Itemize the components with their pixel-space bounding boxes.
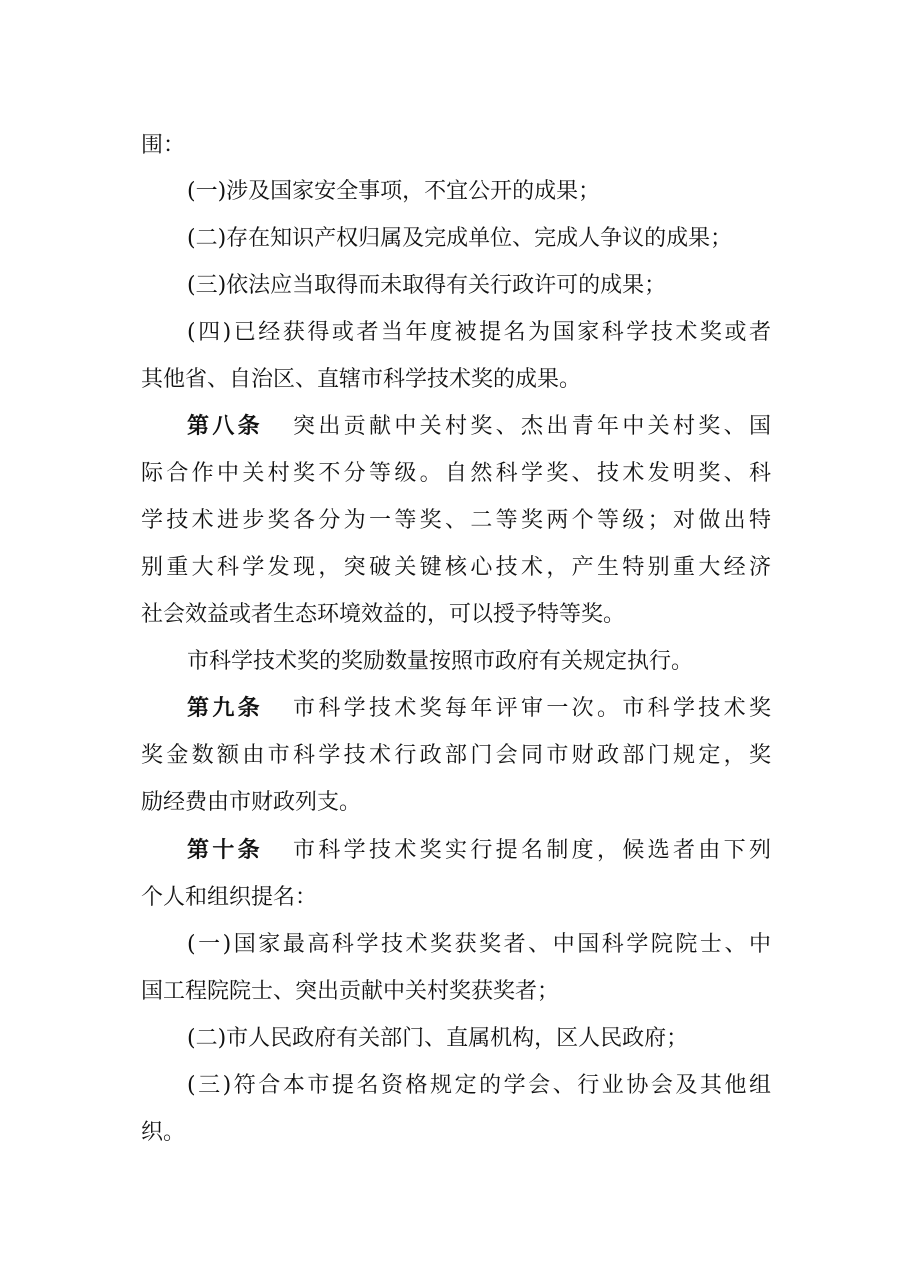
text-line [141,548,771,588]
article-9-line [187,689,771,729]
text-line [187,1019,771,1059]
text-line [141,501,771,541]
article-8-line [187,407,771,447]
line-text: 奖金数额由市科学技术行政部门会同市财政部门规定，奖 [141,743,771,768]
text-line [187,219,771,259]
line-text: 其他省、自治区、直辖市科学技术奖的成果。 [141,367,582,392]
line-text: 社会效益或者生态环境效益的，可以授予特等奖。 [141,602,626,627]
line-text: 市科学技术奖的奖励数量按照市政府有关规定执行。 [187,649,694,674]
line-text: 市科学技术奖实行提名制度，候选者由下列 [293,838,771,863]
text-line [187,642,771,682]
line-text: (三)依法应当取得而未取得有关行政许可的成果； [187,273,667,298]
text-line [141,878,771,918]
text-line [141,783,771,823]
text-line [187,925,771,965]
line-text: 国工程院院士、突出贡献中关村奖获奖者； [141,979,560,1004]
line-text: 市科学技术奖每年评审一次。市科学技术奖 [293,696,771,721]
line-text: 际合作中关村奖不分等级。自然科学奖、技术发明奖、科 [141,461,771,486]
article-heading: 第九条 [187,696,263,721]
line-text: (一)国家最高科学技术奖获奖者、中国科学院院士、中 [187,932,771,957]
text-line [187,1066,771,1106]
text-line [187,172,771,212]
text-line [141,360,771,400]
article-heading: 第十条 [187,838,263,863]
line-text: 励经费由市财政列支。 [141,790,362,815]
line-text: (三)符合本市提名资格规定的学会、行业协会及其他组 [187,1073,771,1098]
text-line [141,126,771,166]
line-text: 别重大科学发现，突破关键核心技术，产生特别重大经济 [141,555,771,580]
text-line [141,972,771,1012]
line-text: 织。 [141,1120,186,1145]
line-text: (四)已经获得或者当年度被提名为国家科学技术奖或者 [187,320,771,345]
line-text: (二)存在知识产权归属及完成单位、完成人争议的成果； [187,226,733,251]
text-line [141,736,771,776]
text-line [141,454,771,494]
article-10-line [187,831,771,871]
line-text: 个人和组织提名： [141,885,318,910]
text-line [141,1113,771,1153]
text-line [187,313,771,353]
line-text: 围： [141,133,186,158]
text-line [187,266,771,306]
article-heading: 第八条 [187,414,263,439]
text-line [141,595,771,635]
line-text: 学技术进步奖各分为一等奖、二等奖两个等级；对做出特 [141,508,771,533]
line-text: 突出贡献中关村奖、杰出青年中关村奖、国 [293,414,771,439]
line-text: (二)市人民政府有关部门、直属机构，区人民政府； [187,1026,689,1051]
line-text: (一)涉及国家安全事项，不宜公开的成果； [187,179,601,204]
